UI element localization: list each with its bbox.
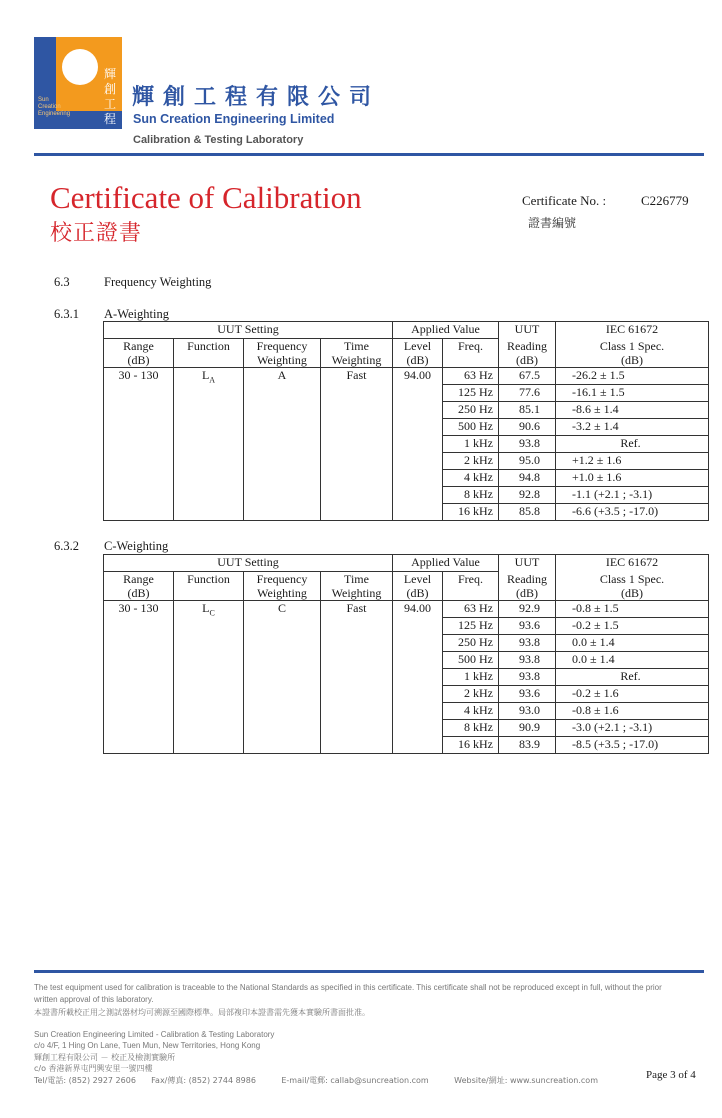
level-cell: 94.00 [393,601,443,754]
freq-cell: 4 kHz [443,470,499,487]
reading-cell: 95.0 [499,453,556,470]
table-header-row [104,555,709,572]
section-number: 6.3 [54,275,70,289]
range-cell: 30 - 130 [104,368,174,521]
footer-divider [34,970,704,973]
function-cell: $L_A$ [174,368,244,521]
reading-cell: 83.9 [499,737,556,754]
freq-cell: 2 kHz [443,453,499,470]
company-logo [34,37,122,129]
uut-header: UUT [499,555,556,572]
table-row [104,601,709,618]
footer-disclaimer-cn: 本證書所載校正用之測試器材均可溯源至國際標準。局部複印本證書需先獲本實驗所書面批准。 [34,1008,370,1017]
time-weighting-cell: Fast [321,601,393,754]
footer-address-1: Sun Creation Engineering Limited - Calibration & Testing Laboratory [34,1030,275,1039]
time-weighting-cell: Fast [321,368,393,521]
reading-cell: 93.6 [499,686,556,703]
spec-cell: +1.0 ± 1.6 [556,470,709,487]
company-name-en: Sun Creation Engineering Limited [133,112,335,126]
spec-cell: -16.1 ± 1.5 [556,385,709,402]
spec-cell: -3.2 ± 1.4 [556,419,709,436]
frequency-weighting-header: Frequency Weighting [244,339,321,368]
subsection-c-title: C-Weighting [104,539,169,553]
logo-vertical-chars: 輝 創 工 程 [103,67,116,126]
spec-cell: -0.2 ± 1.6 [556,686,709,703]
spec-cell: 0.0 ± 1.4 [556,635,709,652]
reading-cell: 92.9 [499,601,556,618]
reading-cell: 93.8 [499,635,556,652]
reading-cell: 85.8 [499,504,556,521]
freq-cell: 1 kHz [443,669,499,686]
level-cell: 94.00 [393,368,443,521]
uut-header: UUT [499,322,556,339]
reading-cell: 93.6 [499,618,556,635]
frequency-weighting-cell: A [244,368,321,521]
a-weighting-table [103,321,709,521]
footer-disclaimer-en-1: The test equipment used for calibration is traceable to the National Standards as specified in this certificate. This certificate shall not be reproduced except in full, without the prior [34,983,662,992]
reading-cell: 93.8 [499,436,556,453]
iec-header: IEC 61672 [556,555,709,572]
uut-setting-header: UUT Setting [104,555,393,572]
freq-header: Freq. [443,339,499,368]
freq-cell: 16 kHz [443,737,499,754]
freq-cell: 125 Hz [443,385,499,402]
spec-header: Class 1 Spec. (dB) [556,572,709,601]
uut-setting-header: UUT Setting [104,322,393,339]
spec-cell: -1.1 (+2.1 ; -3.1) [556,487,709,504]
freq-cell: 16 kHz [443,504,499,521]
reading-header: Reading (dB) [499,572,556,601]
reading-cell: 90.6 [499,419,556,436]
freq-cell: 8 kHz [443,487,499,504]
applied-value-header: Applied Value [393,322,499,339]
reading-cell: 85.1 [499,402,556,419]
freq-cell: 63 Hz [443,601,499,618]
range-cell: 30 - 130 [104,601,174,754]
range-header: Range (dB) [104,339,174,368]
level-header: Level (dB) [393,572,443,601]
page-number: Page 3 of 4 [646,1069,696,1081]
freq-cell: 1 kHz [443,436,499,453]
footer-disclaimer-en-2: written approval of this laboratory. [34,995,154,1004]
reading-cell: 67.5 [499,368,556,385]
spec-cell: 0.0 ± 1.4 [556,652,709,669]
reading-cell: 93.8 [499,669,556,686]
header-divider [34,153,704,156]
time-weighting-header: Time Weighting [321,339,393,368]
reading-cell: 92.8 [499,487,556,504]
applied-value-header: Applied Value [393,555,499,572]
certificate-number-value: C226779 [641,193,689,208]
function-cell: $L_C$ [174,601,244,754]
spec-header: Class 1 Spec. (dB) [556,339,709,368]
freq-cell: 500 Hz [443,419,499,436]
footer-address-2: c/o 4/F, 1 Hing On Lane, Tuen Mun, New Territories, Hong Kong [34,1041,261,1050]
spec-cell: +1.2 ± 1.6 [556,453,709,470]
freq-cell: 250 Hz [443,402,499,419]
spec-cell: -6.6 (+3.5 ; -17.0) [556,504,709,521]
freq-cell: 63 Hz [443,368,499,385]
spec-cell: -3.0 (+2.1 ; -3.1) [556,720,709,737]
spec-cell: Ref. [556,669,709,686]
reading-cell: 93.0 [499,703,556,720]
certificate-title-en: Certificate of Calibration [50,180,362,215]
iec-header: IEC 61672 [556,322,709,339]
level-header: Level (dB) [393,339,443,368]
spec-cell: -0.8 ± 1.5 [556,601,709,618]
company-subtitle: Calibration & Testing Laboratory [133,134,304,146]
table-row [104,368,709,385]
freq-header: Freq. [443,572,499,601]
certificate-number-label-cn: 證書編號 [528,216,577,230]
function-header: Function [174,339,244,368]
certificate-title-cn: 校正證書 [50,221,143,246]
time-weighting-header: Time Weighting [321,572,393,601]
spec-cell: Ref. [556,436,709,453]
footer-address-4: c/o 香港新界屯門興安里一號四樓 [34,1064,153,1073]
frequency-weighting-header: Frequency Weighting [244,572,321,601]
freq-cell: 8 kHz [443,720,499,737]
section-title: Frequency Weighting [104,275,212,289]
reading-cell: 90.9 [499,720,556,737]
freq-cell: 250 Hz [443,635,499,652]
function-header: Function [174,572,244,601]
spec-cell: -8.5 (+3.5 ; -17.0) [556,737,709,754]
spec-cell: -26.2 ± 1.5 [556,368,709,385]
reading-cell: 94.8 [499,470,556,487]
company-name-cn: 輝創工程有限公司 [132,85,381,110]
spec-cell: -0.2 ± 1.5 [556,618,709,635]
c-weighting-table [103,554,709,754]
logo-sun-circle [62,49,98,85]
table-subheader-row [104,572,709,601]
footer-contact: Tel/電話: (852) 2927 2606 Fax/傳真: (852) 2744 8986 E-mail/電郵: callab@suncreation.com Website/網址: www.suncreation.com [34,1076,598,1085]
certificate-number-label: Certificate No. : [522,193,607,208]
subsection-c-number: 6.3.2 [54,539,79,553]
footer-address-3: 輝創工程有限公司 － 校正及檢測實驗所 [34,1053,176,1062]
logo-small-text: Sun Creation Engineering [38,97,71,117]
reading-cell: 77.6 [499,385,556,402]
frequency-weighting-cell: C [244,601,321,754]
table-subheader-row [104,339,709,368]
subsection-a-title: A-Weighting [104,307,169,321]
freq-cell: 125 Hz [443,618,499,635]
reading-header: Reading (dB) [499,339,556,368]
spec-cell: -0.8 ± 1.6 [556,703,709,720]
freq-cell: 2 kHz [443,686,499,703]
freq-cell: 4 kHz [443,703,499,720]
range-header: Range (dB) [104,572,174,601]
freq-cell: 500 Hz [443,652,499,669]
spec-cell: -8.6 ± 1.4 [556,402,709,419]
subsection-a-number: 6.3.1 [54,307,79,321]
table-header-row [104,322,709,339]
reading-cell: 93.8 [499,652,556,669]
